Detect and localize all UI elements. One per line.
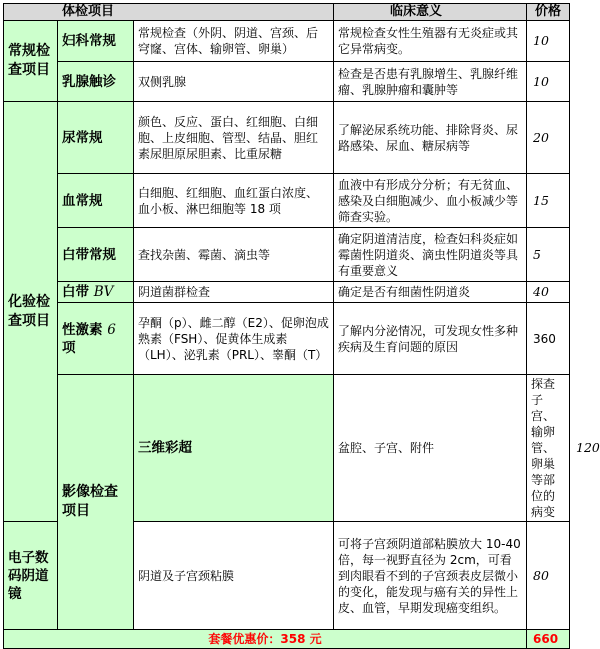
item-content: 常规检查（外阴、阴道、宫颈、后穹窿、宫体、输卵管、卵巢） [134, 21, 334, 62]
item-content: 颜色、反应、蛋白、红细胞、白细胞、上皮细胞、管型、结晶、胆红素尿胆原尿胆素、比重尿糖 [134, 102, 334, 174]
table-row [4, 228, 570, 282]
item-meaning: 确定是否有细菌性阴道炎 [334, 282, 527, 303]
item-name: 三维彩超 [134, 375, 334, 522]
item-content: 孕酮（p）、雌二醇（E2）、促卵泡成熟素（FSH）、促黄体生成素（LH）、泌乳素（PRL）、睾酮（T） [134, 303, 334, 375]
item-price: 5 [527, 228, 570, 282]
item-price: 360 [527, 303, 570, 375]
table-row [4, 21, 570, 62]
item-content: 查找杂菌、霉菌、滴虫等 [134, 228, 334, 282]
item-price: 80 [527, 522, 570, 630]
item-name: 性激素 6 项 [58, 303, 134, 375]
item-name: 尿常规 [58, 102, 134, 174]
item-content: 盆腔、子宫、附件 [334, 375, 527, 522]
item-price: 15 [527, 174, 570, 228]
table-row [4, 174, 570, 228]
table-row [4, 62, 570, 102]
item-name: 血常规 [58, 174, 134, 228]
header-price: 价格 [527, 4, 570, 21]
exam-package-table [3, 3, 600, 649]
table-row: 影像检查项目 三维彩超 盆腔、子宫、附件 探查子宫、输卵管、卵巢等部位的病变 120 [4, 375, 570, 522]
item-meaning: 可将子宫颈阴道部粘膜放大 10-40 倍，每一视野直径为 2cm，可看到肉眼看不到的子宫颈表皮层微小的变化，能发现与癌有关的异性上皮、血管，早期发现癌变组织。 [334, 522, 527, 630]
header-meaning: 临床意义 [334, 4, 527, 21]
item-content: 双侧乳腺 [134, 62, 334, 102]
item-name: 电子数码阴道镜 [4, 522, 58, 630]
item-meaning: 探查子宫、输卵管、卵巢等部位的病变 [527, 375, 570, 522]
category-routine: 常规检查项目 [4, 21, 58, 102]
item-price: 40 [527, 282, 570, 303]
footer-row [4, 630, 570, 649]
item-meaning: 确定阴道清洁度，检查妇科炎症如霉菌性阴道炎、滴虫性阴道炎等具有重要意义 [334, 228, 527, 282]
category-lab: 化验检查项目 [4, 102, 58, 522]
item-meaning: 检查是否患有乳腺增生、乳腺纤维瘤、乳腺肿瘤和囊肿等 [334, 62, 527, 102]
item-meaning: 常规检查女性生殖器有无炎症或其它异常病变。 [334, 21, 527, 62]
item-content: 白细胞、红细胞、血红蛋白浓度、血小板、淋巴细胞等 18 项 [134, 174, 334, 228]
item-meaning: 血液中有形成分分析；有无贫血、感染及白细胞减少、血小板减少等筛查实验。 [334, 174, 527, 228]
total-price: 660 [527, 630, 570, 649]
item-name: 白带常规 [58, 228, 134, 282]
item-content: 阴道及子宫颈粘膜 [134, 522, 334, 630]
item-name: 白带 BV [58, 282, 134, 303]
item-content: 阴道菌群检查 [134, 282, 334, 303]
item-meaning: 了解泌尿系统功能、排除肾炎、尿路感染、尿血、糖尿病等 [334, 102, 527, 174]
package-price-label: 套餐优惠价：358 元 [4, 630, 527, 649]
header-item: 体检项目 [4, 4, 334, 21]
item-meaning: 了解内分泌情况，可发现女性多种疾病及生育问题的原因 [334, 303, 527, 375]
item-price: 10 [527, 62, 570, 102]
item-name: 乳腺触诊 [58, 62, 134, 102]
header-row [4, 4, 570, 21]
category-imaging: 影像检查项目 [58, 375, 134, 630]
item-name: 妇科常规 [58, 21, 134, 62]
table-row [4, 102, 570, 174]
item-price: 10 [527, 21, 570, 62]
table-row [4, 282, 570, 303]
item-price: 20 [527, 102, 570, 174]
table-row [4, 303, 570, 375]
